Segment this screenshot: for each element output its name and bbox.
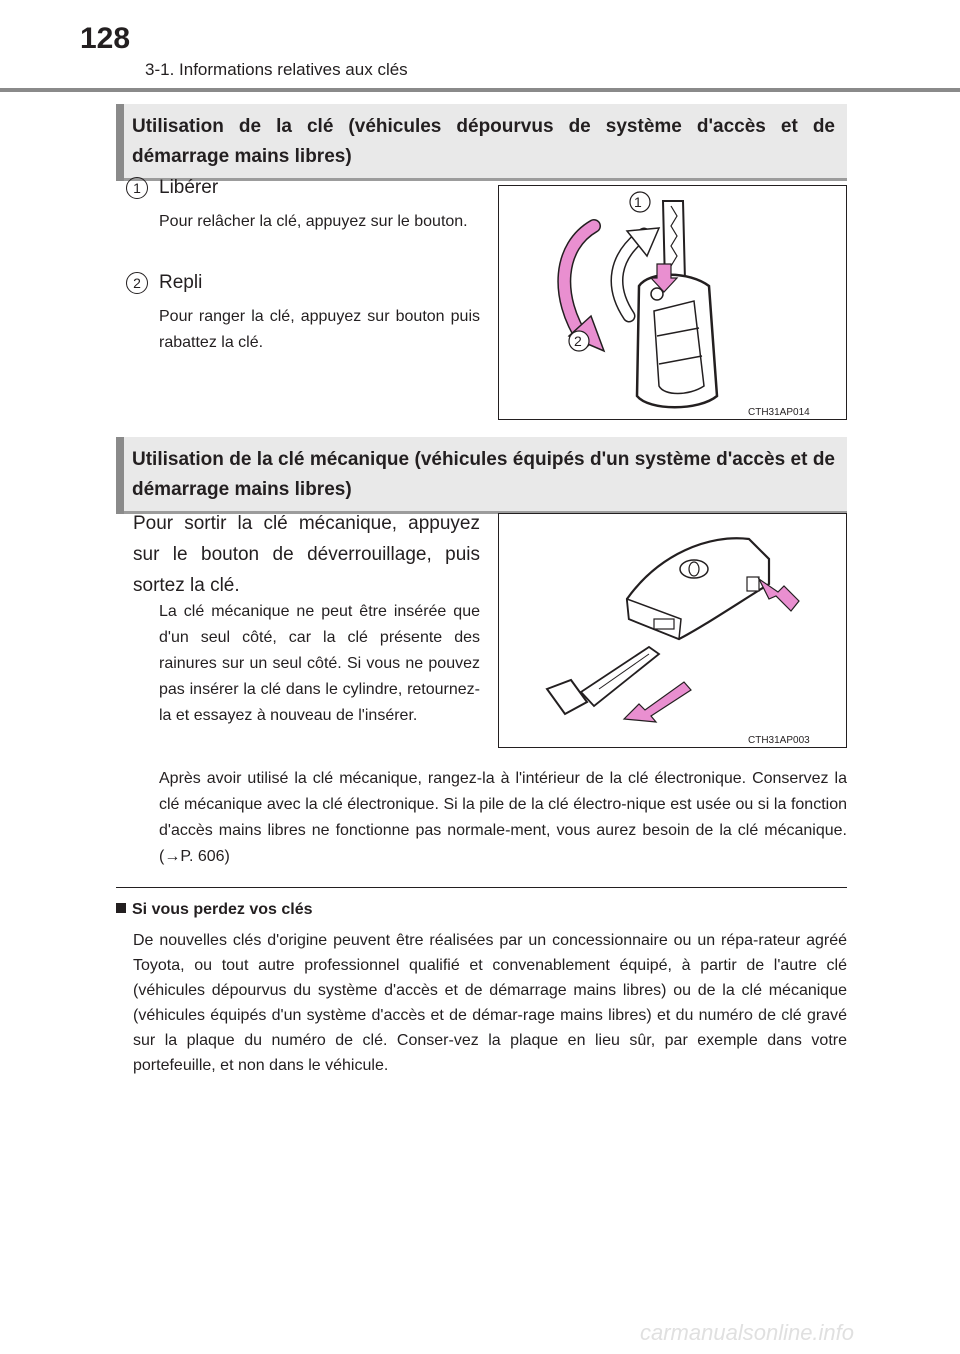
note-paragraph: De nouvelles clés d'origine peuvent être réalisées par un concessionnaire ou un répa-rateur agréé Toyota, ou tout autre professionnel qualifié et convenablement équipé, à partir de l'autre clé (véhicules dépourvus du système d'accès et de démarrage mains libres) ou de la clé mécanique (véhicules équipés d'un système d'accès et de démar-rage mains libres) et du numéro de clé gravé sur la plaque du numéro de clé. Conser-vez la plaque en lieu sûr, par exemple dans votre portefeuille, et non dans le véhicule.: [133, 932, 847, 1074]
note-heading: [116, 901, 313, 919]
step-number-1: 1: [126, 177, 148, 199]
paragraph-insert-key: La clé mécanique ne peut être insérée que d'un seul côté, car la clé présente des rainures sur un seul côté. Si vous ne pouvez pas insérer la clé dans le cylindre, retournez-la et essayez à nouveau de l'insérer.: [159, 603, 480, 724]
lead-paragraph: Pour sortir la clé mécanique, appuyez sur le bouton de déverrouillage, puis sortez la clé.: [133, 513, 480, 596]
section-divider: [116, 887, 847, 888]
step-text-fold: Pour ranger la clé, appuyez sur bouton puis rabattez la clé.: [159, 308, 480, 351]
step-text-release: Pour relâcher la clé, appuyez sur le bouton.: [159, 213, 468, 230]
section-heading-key-usage: [116, 104, 847, 181]
step-title-release: Libérer: [159, 177, 219, 198]
watermark: carmanualsonline.info: [640, 1320, 855, 1345]
note-heading-text: Si vous perdez vos clés: [132, 901, 313, 918]
step-number-2: 2: [126, 272, 148, 294]
folding-key-illustration: [499, 186, 846, 419]
figure-code: CTH31AP003: [748, 735, 810, 746]
chapter-title: 3-1. Informations relatives aux clés: [145, 60, 408, 79]
figure-folding-key: [498, 185, 847, 420]
figure-mechanical-key: [498, 513, 847, 748]
callout-2: 2: [574, 333, 582, 349]
figure-code: CTH31AP014: [748, 407, 810, 418]
step-title-fold: Repli: [159, 272, 203, 293]
paragraph-store-key: Après avoir utilisé la clé mécanique, rangez-la à l'intérieur de la clé électronique. Conservez la clé mécanique avec la clé électronique. Si la pile de la clé électro-nique est usée ou si la fonction d'accès mains libres ne fonctionne pas normale-ment, vous aurez besoin de la clé mécanique. (→P. 606): [159, 770, 847, 865]
section-heading-mechanical-key: [116, 437, 847, 514]
section-heading-text: Utilisation de la clé mécanique (véhicules équipés d'un système d'accès et de démarrage mains libres): [132, 449, 835, 500]
section-heading-text: Utilisation de la clé (véhicules dépourvus de système d'accès et de démarrage mains libres): [132, 116, 835, 167]
page-number: 128: [80, 22, 131, 55]
square-bullet-icon: [116, 903, 126, 913]
header-rule: [0, 88, 960, 92]
callout-1: 1: [634, 194, 642, 210]
smart-key-illustration: [499, 514, 846, 747]
